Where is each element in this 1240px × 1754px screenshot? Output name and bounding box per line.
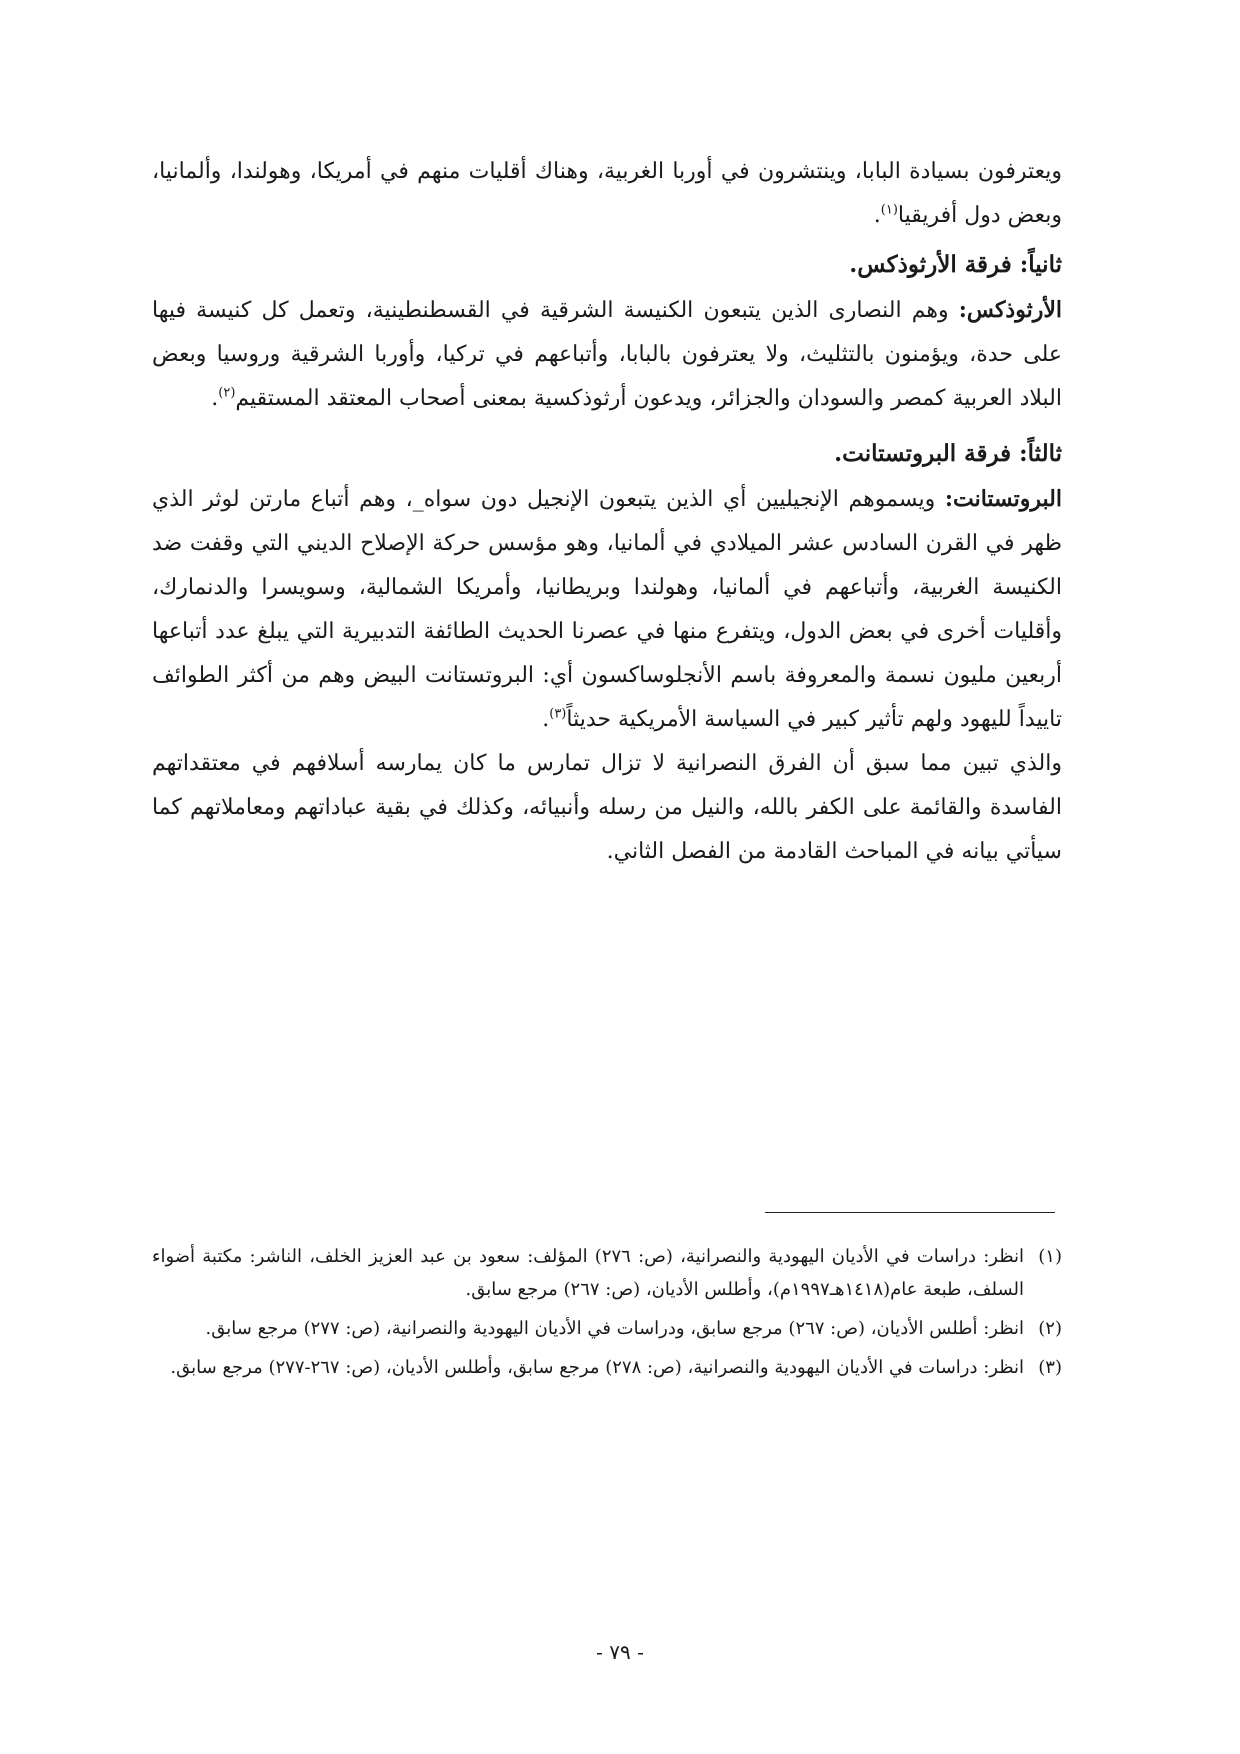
footnote-1: [152, 1240, 1062, 1306]
paragraph-text: وهم النصارى الذين يتبعون الكنيسة الشرقية في القسطنطينية، وتعمل كل كنيسة فيها على حدة، ويؤمنون بالتثليث، ولا يعترفون بالبابا، وأتباعهم في تركيا، وأوربا الشرقية وروسيا وبعض البلاد العربية كمصر والسودان والجزائر، ويدعون أرثوذكسية بمعنى أصحاب المعتقد المستقيم: [152, 298, 1062, 411]
page-number: - ٧٩ -: [596, 1640, 644, 1664]
section-heading-orthodox: ثانياً: فرقة الأرثوذكس.: [849, 251, 1062, 278]
footnote-number: (٣): [1038, 1357, 1062, 1378]
footnotes: [152, 1240, 1062, 1390]
paragraph-catholic-continuation: [152, 150, 1062, 238]
main-text: [152, 150, 1062, 874]
paragraph-text: ويسموهم الإنجيليين أي الذين يتبعون الإنجيل دون سواه_، وهم أتباع مارتن لوثر الذي ظهر في القرن السادس عشر الميلادي في ألمانيا، وهو مؤسس حركة الإصلاح الديني التي وقفت ضد الكنيسة الغربية، وأتباعهم في ألمانيا، وهولندا وبريطانيا، وأمريكا الشمالية، وسويسرا والدنمارك، وأقليات أخرى في بعض الدول، ويتفرع منها في عصرنا الحديث الطائفة التدبيرية التي يبلغ عدد أتباعها أربعين مليون نسمة والمعروفة باسم الأنجلوساكسون أي: البروتستانت البيض وهم من أكثر الطوائف تاييداً لليهود ولهم تأثير كبير في السياسة الأمريكية حديثاً: [152, 487, 1062, 732]
footnote-number: (٢): [1038, 1318, 1062, 1339]
paragraph-orthodox: [152, 288, 1062, 421]
footnote-number: (١): [1038, 1246, 1062, 1267]
footnote-text: انظر: أطلس الأديان، (ص: ٢٦٧) مرجع سابق، ودراسات في الأديان اليهودية والنصرانية، (ص: ٢٧٧) مرجع سابق.: [205, 1318, 1024, 1339]
paragraph-protestant: [152, 477, 1062, 742]
footnote-ref-3: (٣): [549, 706, 567, 722]
footnote-2: [152, 1312, 1062, 1345]
paragraph-end: .: [211, 386, 219, 411]
paragraph-conclusion: والذي تبين مما سبق أن الفرق النصرانية لا تزال تمارس ما كان يمارسه أسلافهم في معتقداتهم الفاسدة والقائمة على الكفر بالله، والنيل من رسله وأنبيائه، وكذلك في بقية عباداتهم ومعاملاتهم كما سيأتي بيانه في المباحث القادمة من الفصل الثاني.: [152, 751, 1062, 864]
footnote-text: انظر: دراسات في الأديان اليهودية والنصرانية، (ص: ٢٧٦) المؤلف: سعود بن عبد العزيز الخلف، الناشر: مكتبة أضواء السلف، طبعة عام(١٤١٨هـ١٩٩٧م)، وأطلس الأديان، (ص: ٢٦٧) مرجع سابق.: [152, 1246, 1024, 1300]
footnote-3: [152, 1351, 1062, 1384]
footnote-text: انظر: دراسات في الأديان اليهودية والنصرانية، (ص: ٢٧٨) مرجع سابق، وأطلس الأديان، (ص: ٢٦٧-٢٧٧) مرجع سابق.: [170, 1357, 1024, 1378]
section-heading-protestant: ثالثاً: فرقة البروتستانت.: [834, 440, 1062, 467]
paragraph-end: .: [873, 203, 881, 228]
paragraph-text: ويعترفون بسيادة البابا، وينتشرون في أوربا الغربية، وهناك أقليات منهم في أمريكا، وهولندا، وألمانيا، وبعض دول أفريقيا: [152, 159, 1062, 228]
footnote-ref-2: (٢): [218, 385, 236, 401]
footnote-ref-1: (١): [880, 202, 898, 218]
footnote-divider: [765, 1212, 1055, 1213]
paragraph-end: .: [542, 707, 550, 732]
term-orthodox: الأرثوذكس:: [958, 297, 1062, 323]
term-protestant: البروتستانت:: [944, 486, 1062, 512]
